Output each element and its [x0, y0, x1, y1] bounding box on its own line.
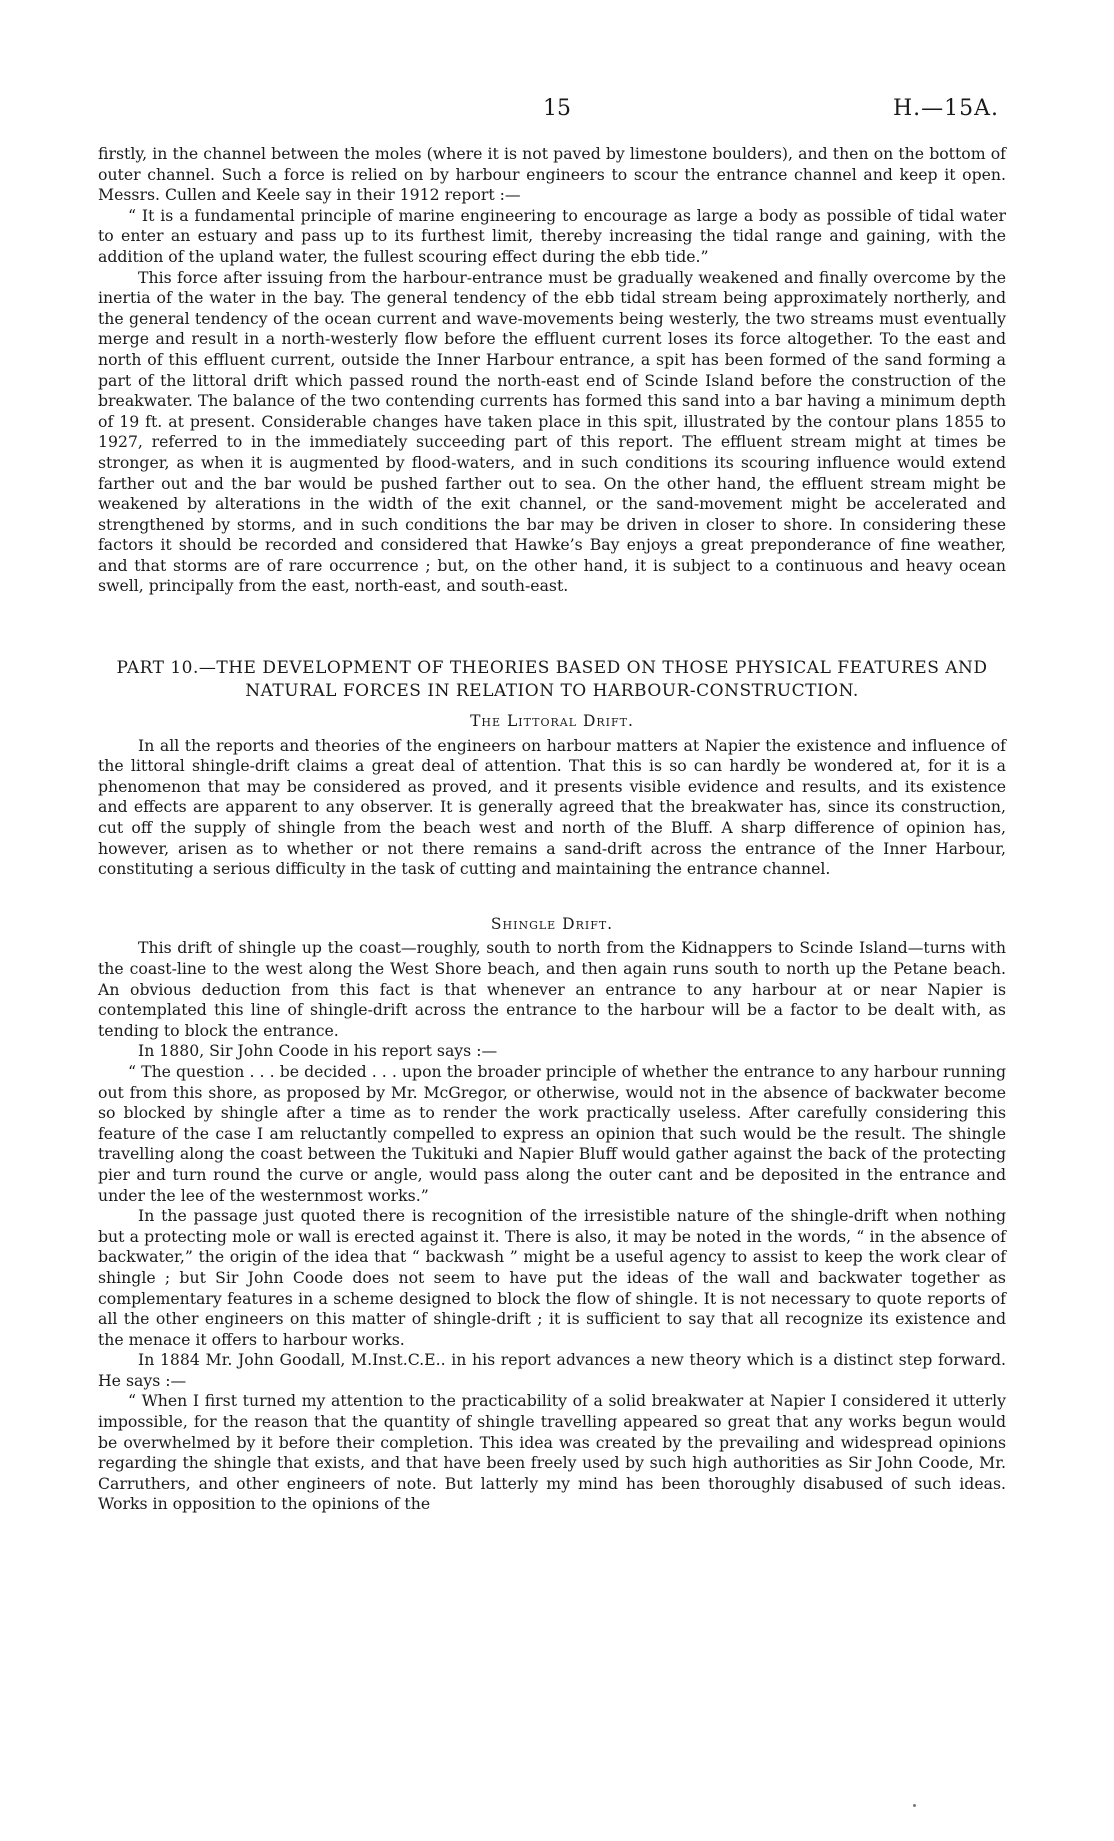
paragraph: This drift of shingle up the coast—roughly, south to north from the Kidnappers to Scinde Island—turns with the coast-line to the west along the West Shore beach, and then again runs south to north up the Petane beach. An obvious deduction from this fact is that whenever an entrance to any harbour at or near Napier is contemplated this line of shingle-drift across the entrance to the harbour will be a factor to be dealt with, as tending to block the entrance. — [98, 938, 1006, 1040]
paragraph: firstly, in the channel between the moles (where it is not paved by limestone boulders), and then on the bottom of outer channel. Such a force is relied on by harbour engineers to scour the entrance channel and keep it open. Messrs. Cullen and Keele say in their 1912 report :— — [98, 144, 1006, 205]
paragraph: In 1880, Sir John Coode in his report says :— — [138, 1041, 498, 1061]
part-heading: PART 10.—THE DEVELOPMENT OF THEORIES BASED ON THOSE PHYSICAL FEATURES AND NATURAL FORCES IN RELATION TO HARBOUR-CONSTRUCTION. — [116, 658, 988, 702]
section-title-littoral-drift: The Littoral Drift. — [470, 712, 634, 731]
body-text — [98, 144, 1006, 1515]
page-number: 15 — [543, 96, 571, 121]
quote-paragraph: “ When I first turned my attention to the practicability of a solid breakwater at Napier I considered it utterly impossible, for the reason that the quantity of shingle travelling appeared so great that any works begun would be overwhelmed by it before their completion. This idea was created by the prevailing and widespread opinions regarding the shingle that exists, and that have been freely used by such high authorities as Sir John Coode, Mr. Carruthers, and other engineers of note. But latterly my mind has been thoroughly disabused of such ideas. Works in opposition to the opinions of the — [98, 1391, 1006, 1514]
paragraph: In 1884 Mr. John Goodall, M.Inst.C.E.. in his report advances a new theory which is a distinct step forward. He says :— — [98, 1350, 1006, 1390]
paragraph: This force after issuing from the harbour-entrance must be gradually weakened and finally overcome by the inertia of the water in the bay. The general tendency of the ebb tidal stream being approximately northerly, and the general tendency of the ocean current and wave-movements being westerly, the two streams must eventually merge and result in a north-westerly flow before the effluent current loses its force altogether. To the east and north of this effluent current, outside the Inner Harbour entrance, a spit has been formed of the sand forming a part of the littoral drift which passed round the north-east end of Scinde Island before the construction of the breakwater. The balance of the two contending currents has formed this sand into a bar having a minimum depth of 19 ft. at present. Considerable changes have taken place in this spit, illustrated by the contour plans 1855 to 1927, referred to in the immediately succeeding part of this report. The effluent stream might at times be stronger, as when it is augmented by flood-waters, and in such conditions its scouring influence would extend farther out and the bar would be pushed farther out to sea. On the other hand, the effluent stream might be weakened by alterations in the width of the exit channel, or the sand-movement might be accelerated and strengthened by storms, and in such conditions the bar may be driven in closer to shore. In considering these factors it should be recorded and considered that Hawke’s Bay enjoys a great preponderance of fine weather, and that storms are of rare occurrence ; but, on the other hand, it is subject to a continuous and heavy ocean swell, principally from the east, north-east, and south-east. — [98, 267, 1006, 596]
paragraph: In all the reports and theories of the engineers on harbour matters at Napier the existence and influence of the littoral shingle-drift claims a great deal of attention. That this is so can hardly be wondered at, for it is a phenomenon that may be considered as proved, and it presents visible evidence and results, and its existence and effects are apparent to any observer. It is generally agreed that the breakwater has, since its construction, cut off the supply of shingle from the beach west and north of the Bluff. A sharp difference of opinion has, however, arisen as to whether or not there remains a sand-drift across the entrance of the Inner Harbour, constituting a serious difficulty in the task of cutting and maintaining the entrance channel. — [98, 735, 1006, 879]
paragraph: In the passage just quoted there is recognition of the irresistible nature of the shingle-drift when nothing but a protecting mole or wall is erected against it. There is also, it may be noted in the words, “ in the absence of backwater,” the origin of the idea that “ backwash ” might be a useful agency to assist to keep the work clear of shingle ; but Sir John Coode does not seem to have put the ideas of the wall and backwater together as complementary features in a scheme designed to block the flow of shingle. It is not necessary to quote reports of all the other engineers on this matter of shingle-drift ; it is sufficient to say that all recognize its existence and the menace it offers to harbour works. — [98, 1206, 1006, 1349]
section-title-shingle-drift: Shingle Drift. — [490, 914, 614, 933]
quote-paragraph: “ The question . . . be decided . . . upon the broader principle of whether the entrance to any harbour running out from this shore, as proposed by Mr. McGregor, or otherwise, would not in the absence of backwater become so blocked by shingle after a time as to render the work practically useless. After carefully considering this feature of the case I am reluctantly compelled to express an opinion that such would be the result. The shingle travelling along the coast between the Tukituki and Napier Bluff would gather against the back of the protecting pier and turn round the curve or angle, would pass along the outer cant and be deposited in the entrance and under the lee of the westernmost works.” — [98, 1061, 1006, 1205]
stray-mark — [913, 1804, 916, 1807]
quote-paragraph: “ It is a fundamental principle of marine engineering to encourage as large a body as possible of tidal water to enter an estuary and pass up to its furthest limit, thereby increasing the tidal range and gaining, with the addition of the upland water, the fullest scouring effect during the ebb tide.” — [98, 205, 1006, 266]
page-header — [0, 96, 1114, 126]
document-reference: H.—15A. — [892, 96, 999, 121]
